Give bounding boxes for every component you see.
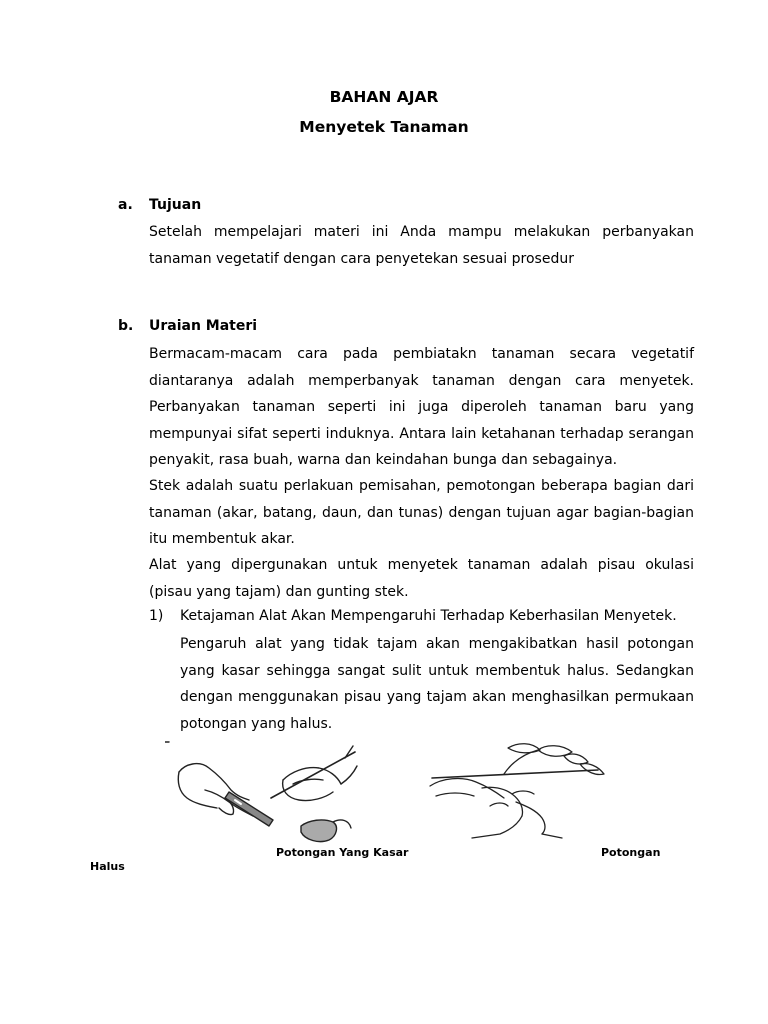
section-a-paragraph: Setelah mempelajari materi ini Anda mampu melakukan perbanyakan tanaman vegetatif dengan cara penyetekan sesuai prosedur [149, 224, 694, 267]
caption-smooth-cut-wrap: Halus [90, 860, 125, 873]
section-b-heading: Uraian Materi [149, 318, 258, 334]
caption-rough-cut: Potongan Yang Kasar [276, 846, 409, 859]
document-subtitle: Menyetek Tanaman [299, 118, 469, 136]
section-a-letter: a. [118, 197, 133, 213]
subitem-paragraph: Pengaruh alat yang tidak tajam akan mengakibatkan hasil potongan yang kasar sehingga sangat sulit untuk membentuk halus. Sedangkan dengan menggunakan pisau yang tajam akan menghasilkan permukaan potongan yang halus. [180, 636, 694, 732]
section-b-letter: b. [118, 318, 134, 334]
section-a-heading: Tujuan [149, 197, 202, 213]
section-b-paragraph-3: Alat yang dipergunakan untuk menyetek tanaman adalah pisau okulasi (pisau yang tajam) dan gunting stek. [149, 557, 694, 600]
section-b-paragraph-2: Stek adalah suatu perlakuan pemisahan, pemotongan beberapa bagian dari tanaman (akar, batang, daun, dan tunas) dengan tujuan agar bagian-bagian itu membentuk akar. [149, 478, 694, 547]
subitem-number: 1) [149, 608, 164, 624]
rough-cut-illustration [165, 740, 360, 846]
caption-smooth-cut: Potongan [601, 846, 661, 859]
section-b-paragraph-1: Bermacam-macam cara pada pembiatakn tanaman secara vegetatif diantaranya adalah memperbanyak tanaman dengan cara menyetek. Perbanyakan tanaman seperti ini juga diperoleh tanaman baru yang mempunyai sifat seperti induknya. Antara lain ketahanan terhadap serangan penyakit, rasa buah, warna dan keindahan bunga dan sebagainya. [149, 346, 694, 468]
subitem-heading: Ketajaman Alat Akan Mempengaruhi Terhadap Keberhasilan Menyetek. [180, 608, 677, 624]
smooth-cut-illustration [412, 740, 608, 840]
document-title: BAHAN AJAR [329, 88, 439, 106]
